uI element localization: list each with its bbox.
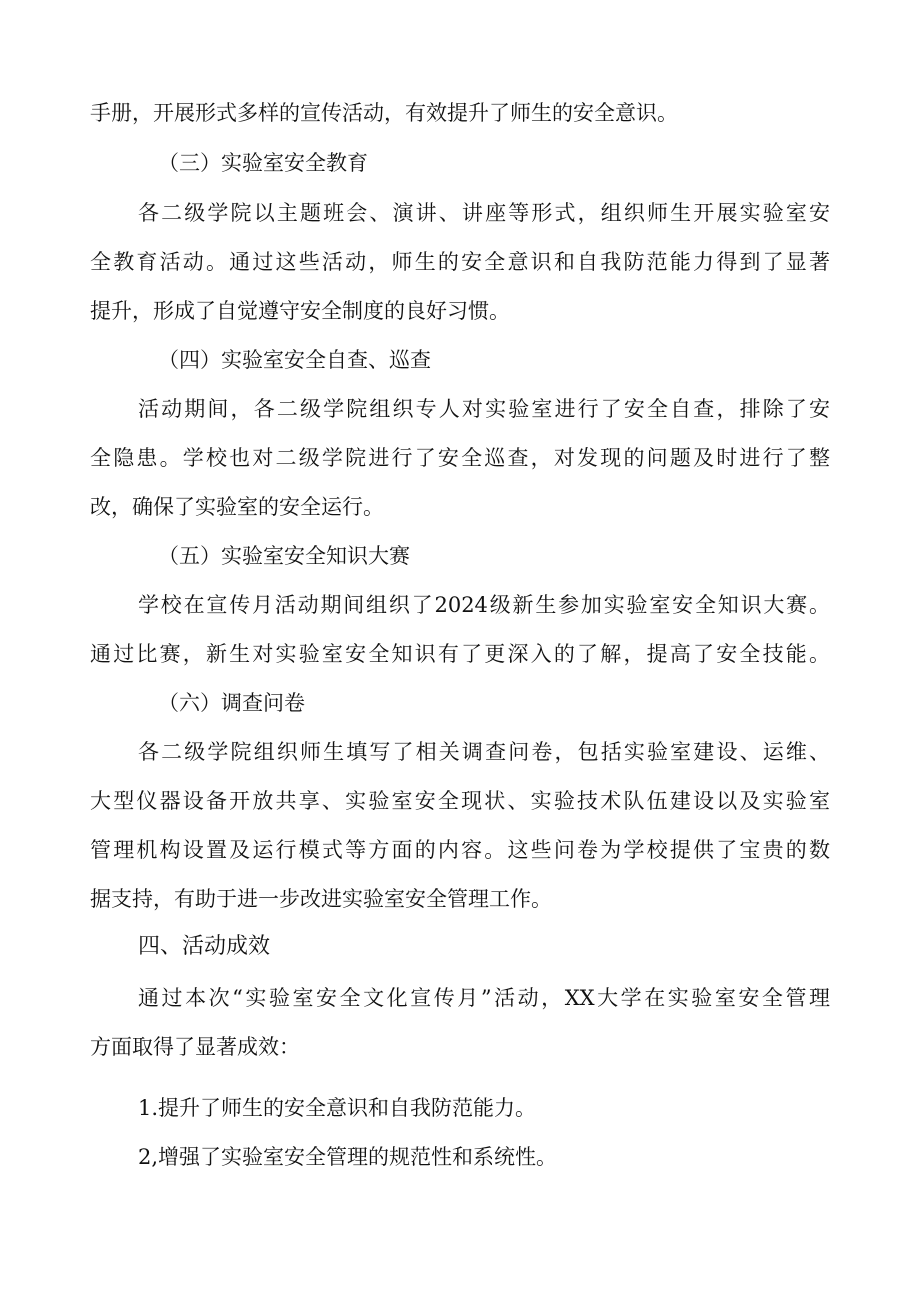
paragraph-line: 据支持，有助于进一步改进实验室安全管理工作。 — [90, 887, 552, 911]
paragraph-line: 全隐患。学校也对二级学院进行了安全巡查，对发现的问题及时进行了整 — [90, 446, 830, 470]
list-item: 2,增强了实验室安全管理的规范性和系统性。 — [138, 1145, 558, 1169]
paragraph-line: 全教育活动。通过这些活动，师生的安全意识和自我防范能力得到了显著 — [90, 250, 830, 274]
paragraph-line: 各二级学院组织师生填写了相关调查问卷，包括实验室建设、运维、 — [138, 740, 830, 764]
paragraph-line: 管理机构设置及运行模式等方面的内容。这些问卷为学校提供了宝贵的数 — [90, 838, 830, 862]
paragraph-line: 活动期间，各二级学院组织专人对实验室进行了安全自查，排除了安 — [138, 397, 830, 421]
paragraph-line: 手册，开展形式多样的宣传活动，有效提升了师生的安全意识。 — [90, 101, 678, 125]
list-item: 1.提升了师生的安全意识和自我防范能力。 — [138, 1096, 537, 1120]
paragraph-line: 学校在宣传月活动期间组织了2024级新生参加实验室安全知识大赛。 — [138, 593, 830, 617]
subsection-heading-3: （三）实验室安全教育 — [158, 151, 368, 175]
paragraph-line: 通过比赛，新生对实验室安全知识有了更深入的了解，提高了安全技能。 — [90, 642, 830, 666]
paragraph-line: 通过本次“实验室安全文化宣传月”活动，XX大学在实验室安全管理 — [138, 986, 830, 1010]
subsection-heading-4: （四）实验室安全自查、巡查 — [158, 348, 431, 372]
paragraph-line: 大型仪器设备开放共享、实验室安全现状、实验技术队伍建设以及实验室 — [90, 789, 830, 813]
subsection-heading-5: （五）实验室安全知识大赛 — [158, 544, 410, 568]
section-heading-4: 四、活动成效 — [138, 934, 271, 959]
paragraph-line: 改，确保了实验室的安全运行。 — [90, 495, 384, 519]
paragraph-line: 方面取得了显著成效： — [90, 1035, 300, 1059]
subsection-heading-6: （六）调查问卷 — [158, 691, 305, 715]
paragraph-line: 各二级学院以主题班会、演讲、讲座等形式，组织师生开展实验室安 — [138, 201, 830, 225]
paragraph-line: 提升，形成了自觉遵守安全制度的良好习惯。 — [90, 299, 510, 323]
